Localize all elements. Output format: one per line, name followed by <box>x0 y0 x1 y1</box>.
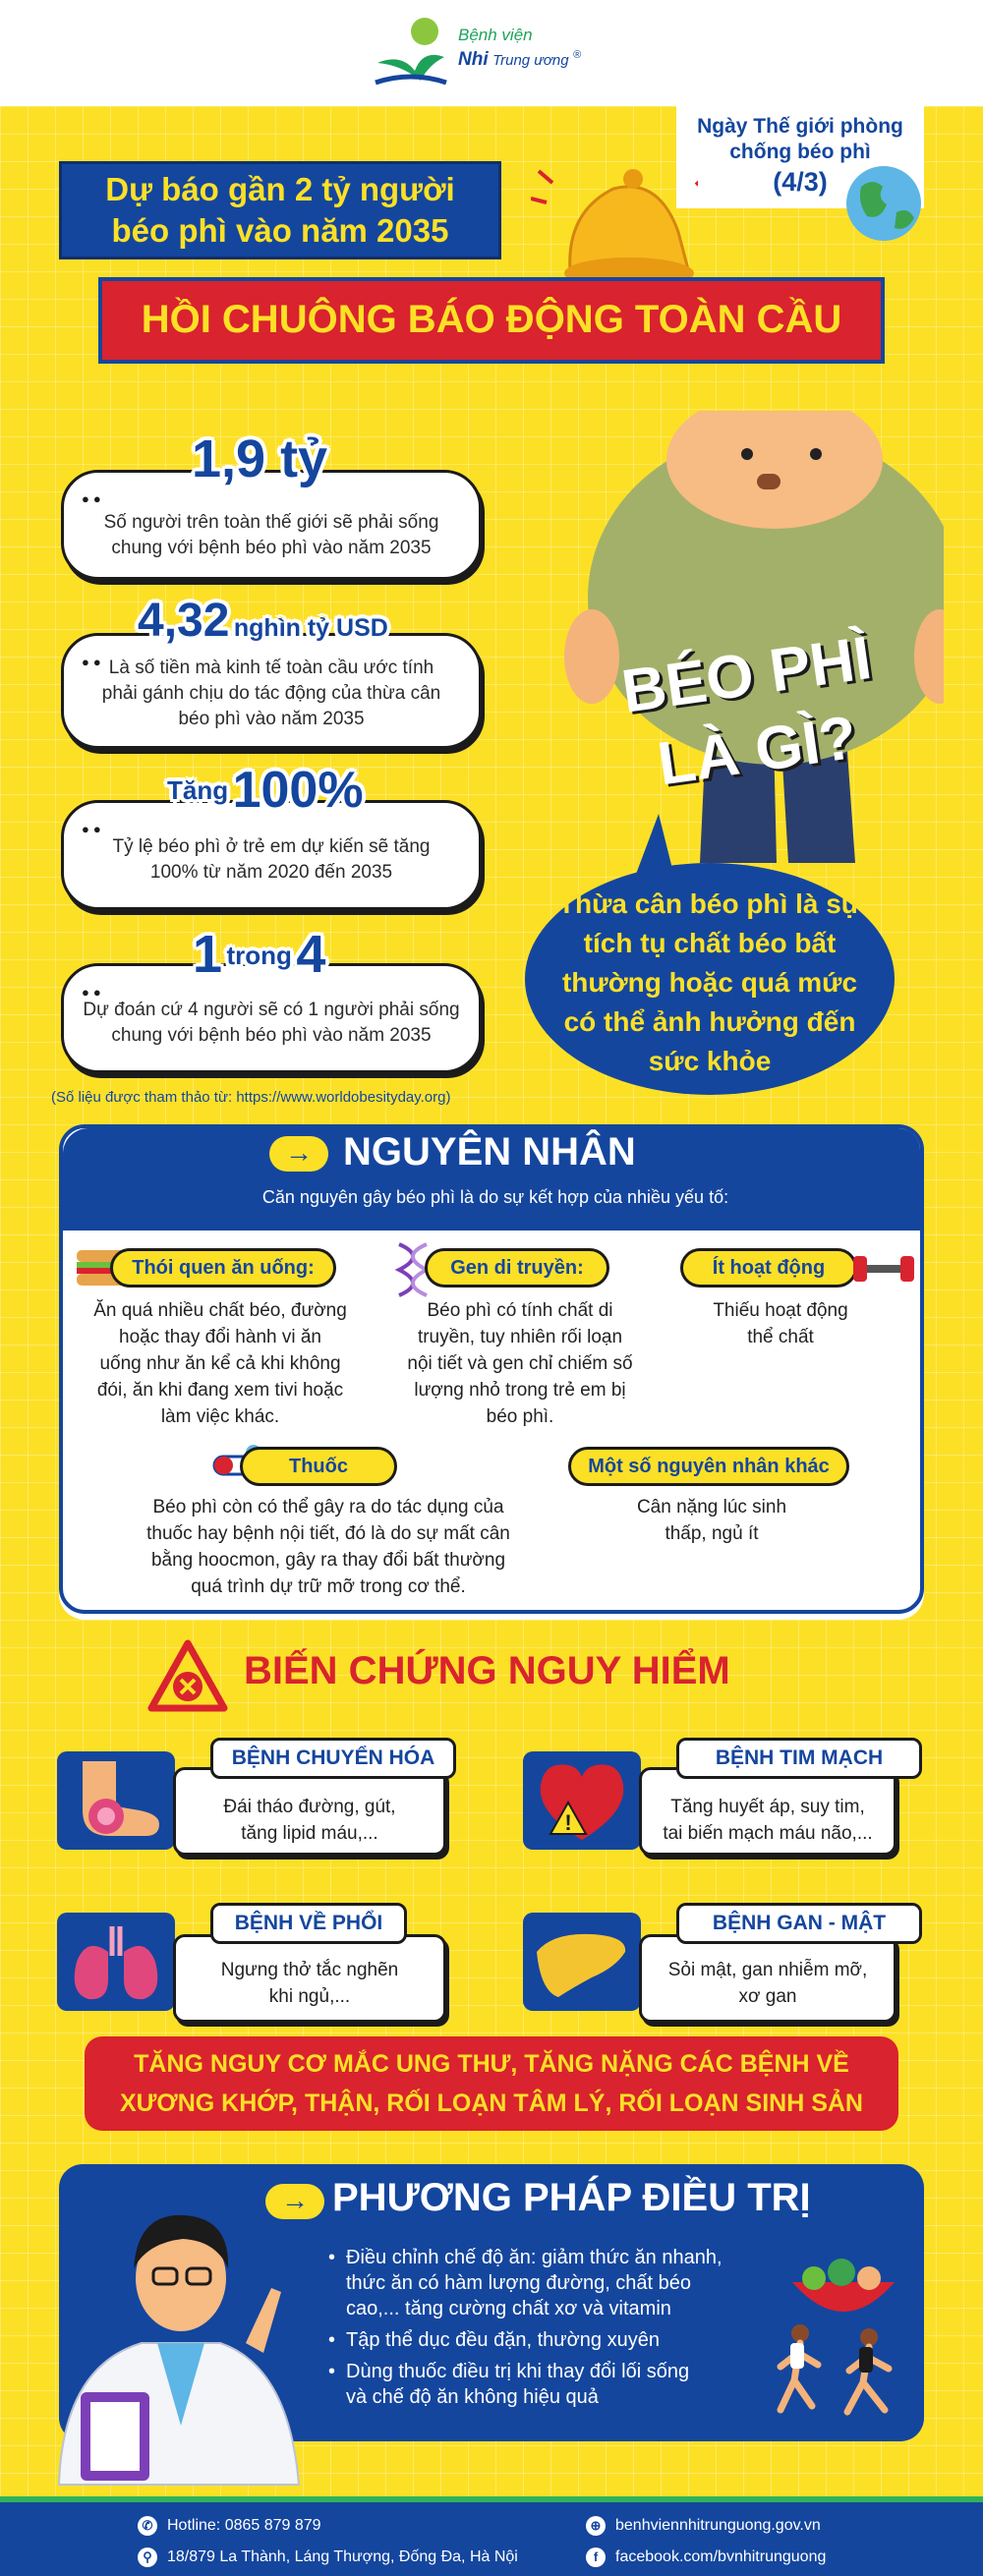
cause-medicine-text <box>102 1494 554 1600</box>
def-line4: có thể ảnh hưởng đến <box>563 1006 856 1037</box>
stat3-value-wrap <box>167 761 364 820</box>
cause-chip-eating: Thói quen ăn uống: <box>110 1248 336 1288</box>
cause-medicine-line: bằng hoocmon, gây ra thay đổi bất thường <box>150 1550 506 1571</box>
causes-title: NGUYÊN NHÂN <box>343 1130 636 1174</box>
comp-line: tăng lipid máu,... <box>241 1823 378 1844</box>
cause-other-line: Cân nặng lúc sinh <box>636 1497 787 1517</box>
day-line3: (4/3) <box>773 167 828 197</box>
stat3-value: 100% <box>232 762 364 819</box>
stat3-prefix: Tăng <box>167 775 229 805</box>
cause-chip-other: Một số nguyên nhân khác <box>568 1447 849 1486</box>
card-dots-icon: ●● <box>82 655 105 669</box>
footer-hotline <box>138 2516 321 2536</box>
complications-title: BIẾN CHỨNG NGUY HIỂM <box>244 1649 730 1692</box>
risk-banner <box>85 2036 898 2131</box>
logo-line2: Nhi <box>458 49 489 70</box>
treatment-line: Điều chỉnh chế độ ăn: giảm thức ăn nhanh, <box>346 2247 723 2268</box>
cause-inactivity-line: Thiếu hoạt động <box>713 1300 848 1321</box>
logo-line1: Bệnh viện <box>458 26 533 44</box>
forecast-line1: Dự báo gần 2 tỷ người <box>105 171 455 207</box>
cause-inactivity-line: thể chất <box>747 1327 814 1347</box>
treatment-line: Dùng thuốc điều trị khi thay đổi lối sống <box>346 2361 690 2382</box>
treatment-list <box>328 2245 790 2410</box>
cause-eating-line: Ăn quá nhiều chất béo, đường <box>93 1300 347 1321</box>
comp-line: khi ngủ,... <box>268 1986 351 2007</box>
stat2-line1: Là số tiền mà kinh tế toàn cầu ước tính <box>108 658 434 678</box>
stat2-line2: phải gánh chịu do tác động của thừa cân <box>101 683 441 704</box>
cause-other-line: thấp, ngủ ít <box>665 1523 759 1544</box>
complication-metabolic-tag: BỆNH CHUYỂN HÓA <box>210 1738 456 1779</box>
stat2-value-wrap <box>138 594 388 648</box>
complication-metabolic-box <box>173 1767 446 1856</box>
location-pin-icon: ⚲ <box>138 2547 157 2567</box>
cause-eating-line: hoặc thay đổi hành vi ăn <box>119 1327 321 1347</box>
treatment-item <box>328 2327 790 2353</box>
causes-card <box>59 1124 924 1614</box>
cause-eating-line: đói, ăn khi đang xem tivi hoặc <box>96 1380 344 1401</box>
logo-line2-wrap <box>458 49 581 71</box>
lungs-icon <box>57 1913 175 2011</box>
day-line1: Ngày Thế giới phòng <box>697 115 903 138</box>
stat4-mid: trong <box>226 941 292 970</box>
cause-genetic-line: truyền, tuy nhiên rối loạn <box>417 1327 623 1347</box>
cause-eating-line: làm việc khác. <box>160 1406 280 1427</box>
cause-chip-genetic: Gen di truyền: <box>425 1248 609 1288</box>
cause-genetic-line: lượng nhỏ trong trẻ em bị <box>414 1380 626 1401</box>
facebook-icon: f <box>586 2547 606 2567</box>
stat3-line1: Tỷ lệ béo phì ở trẻ em dự kiến sẽ tăng <box>112 836 431 857</box>
address-text: 18/879 La Thành, Láng Thượng, Đống Đa, Hà Nội <box>167 2548 518 2566</box>
cause-eating-text <box>63 1297 377 1430</box>
metabolic-icon-box <box>57 1751 175 1850</box>
stat1-line1: Số người trên toàn thế giới sẽ phải sống <box>103 512 439 533</box>
complication-liver-box <box>639 1934 896 2023</box>
bullet: • <box>328 2361 336 2382</box>
causes-subtitle: Căn nguyên gây béo phì là do sự kết hợp của nhiều yếu tố: <box>261 1187 729 1207</box>
cause-inactivity-text <box>653 1297 908 1350</box>
stat2-value: 4,32 <box>138 595 230 647</box>
cause-genetic-line: béo phì. <box>486 1406 554 1427</box>
hotline-text[interactable]: Hotline: 0865 879 879 <box>167 2517 321 2535</box>
def-line1: Thừa cân béo phì là sự <box>557 888 862 919</box>
complication-lung-box <box>173 1934 446 2023</box>
treatment-item <box>328 2245 790 2321</box>
card-dots-icon: ●● <box>82 822 105 836</box>
stat4-line1: Dự đoán cứ 4 người sẽ có 1 người phải sống <box>83 1000 460 1020</box>
stat1-value: 1,9 tỷ <box>192 429 328 488</box>
causes-header <box>63 1128 924 1231</box>
arrow-icon: → <box>269 1136 328 1172</box>
treatment-line: và chế độ ăn không hiệu quả <box>346 2386 599 2408</box>
data-source-note: (Số liệu được tham thảo từ: https://www.worldobesityday.org) <box>51 1089 451 1106</box>
header <box>0 0 983 106</box>
def-line3: thường hoặc quá mức <box>561 967 858 998</box>
website-link[interactable]: benhviennhitrunguong.gov.vn <box>615 2517 821 2535</box>
logo-reg: ® <box>573 49 582 61</box>
stat-card-2 <box>61 633 482 749</box>
comp-line: xơ gan <box>738 1986 797 2007</box>
hospital-logo-icon <box>372 14 448 90</box>
treatment-line: Tập thể dục đều đặn, thường xuyên <box>346 2329 660 2351</box>
treatment-title: PHƯƠNG PHÁP ĐIỀU TRỊ <box>332 2176 811 2219</box>
heart-icon-box <box>523 1751 641 1850</box>
facebook-link[interactable]: facebook.com/bvnhitrunguong <box>615 2548 827 2566</box>
cause-genetic-text <box>377 1297 663 1430</box>
comp-line: Tăng huyết áp, suy tim, <box>670 1797 865 1817</box>
globe-icon <box>843 163 924 244</box>
liver-icon <box>523 1913 641 2011</box>
stat3-line2: 100% từ năm 2020 đến 2035 <box>149 862 393 883</box>
cause-medicine-line: thuốc hay bệnh nội tiết, đó là do sự mất cân <box>146 1523 510 1544</box>
dumbbell-icon <box>849 1250 918 1288</box>
obesity-definition-bubble <box>525 863 895 1095</box>
treatment-line: cao,... tăng cường chất xơ và vitamin <box>346 2298 671 2319</box>
treatment-line: thức ăn có hàm lượng đường, chất béo <box>346 2272 692 2294</box>
stat1-line2: chung với bệnh béo phì vào năm 2035 <box>111 538 432 558</box>
main-content <box>0 106 983 2501</box>
cause-medicine-line: quá trình dự trữ mỡ trong cơ thể. <box>191 1576 466 1597</box>
complication-lung-tag: BỆNH VỀ PHỔI <box>210 1903 407 1944</box>
card-dots-icon: ●● <box>82 985 105 1000</box>
globe-icon: ⊕ <box>586 2516 606 2536</box>
arrow-icon: → <box>265 2184 324 2219</box>
complication-heart-tag: BỆNH TIM MẠCH <box>676 1738 922 1779</box>
footer-address <box>138 2547 518 2567</box>
stat4-value-1: 1 <box>193 925 223 984</box>
stat4-value-2: 4 <box>296 925 326 984</box>
shirt-line1: BÉO PHÌ <box>617 623 876 726</box>
forecast-line2: béo phì vào năm 2035 <box>111 212 449 249</box>
heart-warning-icon <box>523 1751 641 1850</box>
comp-line: Sỏi mật, gan nhiễm mỡ, <box>667 1960 868 1980</box>
svg-text:!: ! <box>564 1810 572 1835</box>
card-dots-icon: ●● <box>82 491 105 506</box>
lung-icon-box <box>57 1913 175 2011</box>
banner-line2: XƯƠNG KHỚP, THẬN, RỐI LOẠN TÂM LÝ, RỐI LOẠN SINH SẢN <box>119 2089 863 2117</box>
warning-sign-icon <box>147 1639 228 1714</box>
cause-eating-line: uống như ăn kể cả khi không <box>99 1353 341 1374</box>
cause-genetic-line: Béo phì có tính chất di <box>427 1300 613 1321</box>
complication-liver-tag: BỆNH GAN - MẬT <box>676 1903 922 1944</box>
bullet: • <box>328 2247 336 2268</box>
forecast-title <box>59 161 501 259</box>
comp-line: Ngưng thở tắc nghẽn <box>220 1960 399 1980</box>
global-alarm-banner: HỒI CHUÔNG BÁO ĐỘNG TOÀN CẦU <box>98 277 885 364</box>
comp-line: tai biến mạch máu não,... <box>663 1823 873 1844</box>
day-line2: chống béo phì <box>729 141 871 163</box>
logo-line3: Trung ương <box>492 52 569 69</box>
stat2-unit: nghìn tỷ USD <box>233 614 388 642</box>
def-line5: sức khỏe <box>648 1046 772 1076</box>
doctor-illustration <box>24 2170 309 2504</box>
stat4-value-wrap <box>193 924 325 985</box>
footer-facebook <box>586 2547 826 2567</box>
bullet: • <box>328 2329 336 2351</box>
salad-bowl-icon <box>784 2253 902 2321</box>
complication-heart-box <box>639 1767 896 1856</box>
shirt-line2: LÀ GÌ? <box>653 703 861 799</box>
stat4-line2: chung với bệnh béo phì vào năm 2035 <box>111 1025 432 1046</box>
comp-line: Đái tháo đường, gút, <box>223 1797 396 1817</box>
phone-icon: ✆ <box>138 2516 157 2536</box>
footer-website <box>586 2516 821 2536</box>
footer <box>0 2496 983 2576</box>
runners-icon <box>767 2321 914 2439</box>
treatment-item <box>328 2359 790 2410</box>
cause-medicine-line: Béo phì còn có thể gây ra do tác dụng của <box>152 1497 504 1517</box>
cause-chip-inactivity: Ít hoạt động <box>680 1248 857 1288</box>
cause-genetic-line: nội tiết và gen chỉ chiếm số <box>407 1353 633 1374</box>
banner-line1: TĂNG NGUY CƠ MẮC UNG THƯ, TĂNG NẶNG CÁC BỆNH VỀ <box>134 2050 849 2078</box>
def-line2: tích tụ chất béo bất <box>583 928 837 958</box>
cause-chip-medicine: Thuốc <box>240 1447 397 1486</box>
cause-other-text <box>574 1494 849 1547</box>
foot-gout-icon <box>57 1751 175 1850</box>
liver-icon-box <box>523 1913 641 2011</box>
stat2-line3: béo phì vào năm 2035 <box>178 709 365 729</box>
